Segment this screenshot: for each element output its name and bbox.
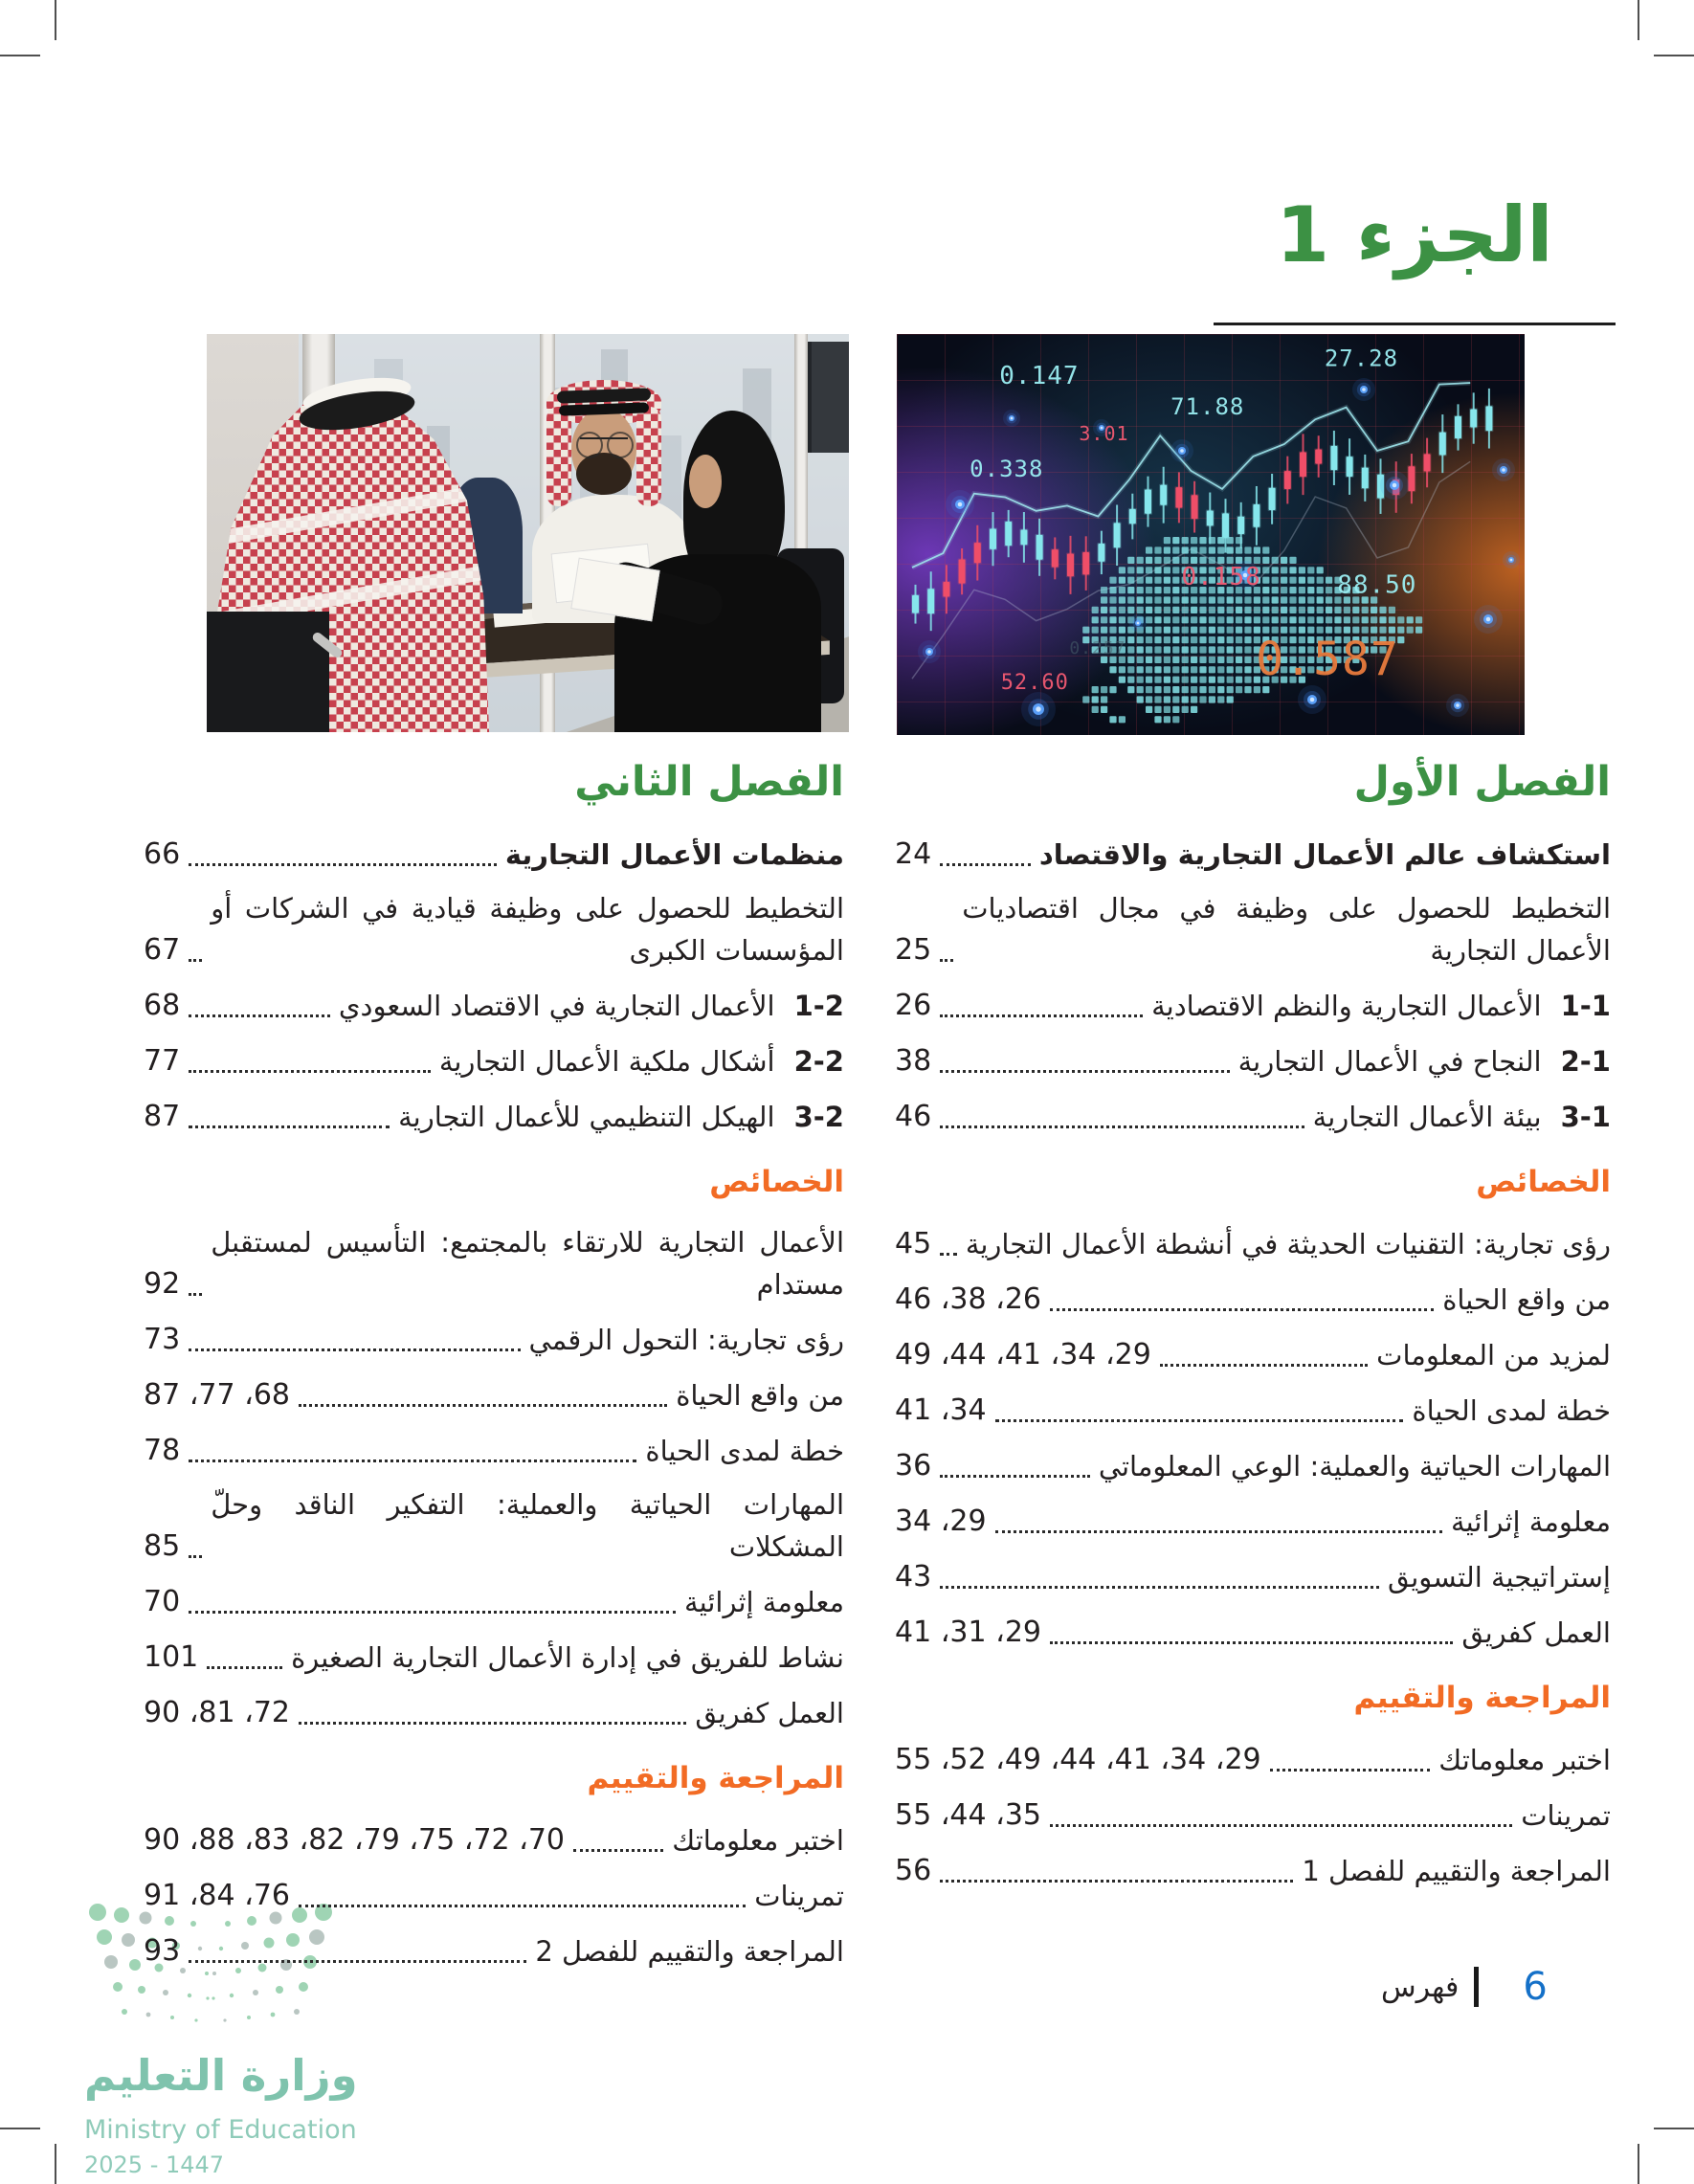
toc-page-number: 35، 44، 55 (895, 1798, 1041, 1832)
toc-entry-label: الأعمال التجارية للارتقاء بالمجتمع: التأسيس لمستقبل مستدام (211, 1226, 844, 1301)
moe-logo-dot (122, 1933, 135, 1947)
toc-entry (895, 1611, 1611, 1654)
toc-entry-number: 3-1 (1560, 1100, 1611, 1133)
toc-page-number: 67 (144, 933, 181, 967)
toc-page-number: 66 (144, 837, 181, 871)
stock-value-label: 0.587 (1256, 633, 1399, 687)
moe-logo-dot (129, 1959, 141, 1971)
toc-dot-leader (940, 1253, 957, 1256)
toc-entry-label: خطة لمدى الحياة (645, 1434, 844, 1467)
crop-mark (55, 0, 56, 40)
toc-entry (144, 1580, 844, 1623)
stock-market-graphic (897, 334, 1525, 735)
toc-dot-leader (189, 1555, 202, 1558)
toc-entry-label: تمرينات (754, 1879, 844, 1912)
toc-page-number: 77 (144, 1044, 181, 1078)
moe-logo-dot (188, 1994, 191, 1997)
toc-dot-leader (940, 1014, 1143, 1017)
toc-entry (895, 1849, 1611, 1892)
stock-value-label: 27.28 (1324, 345, 1399, 372)
toc-page-number: 93 (144, 1934, 181, 1968)
toc-entry (144, 1636, 844, 1679)
toc-entry-label: إستراتيجية التسويق (1388, 1560, 1611, 1593)
moe-logo-dot (114, 1907, 129, 1923)
toc-page-number: 85 (144, 1529, 181, 1563)
toc-page-number: 76، 84، 91 (144, 1879, 290, 1912)
stock-value-label: 88.50 (1337, 570, 1417, 600)
toc-entry-label: المراجعة والتقييم للفصل 1 (1302, 1854, 1611, 1887)
crop-mark (1638, 0, 1639, 40)
toc-page-number: 68، 77، 87 (144, 1378, 290, 1412)
toc-dot-leader (189, 1070, 431, 1073)
toc-page-number: 29، 34 (895, 1504, 987, 1538)
toc-group-header: المراجعة والتقييم (587, 1761, 844, 1795)
toc-entry (895, 1500, 1611, 1543)
toc-entry (895, 1389, 1611, 1432)
photo-woman-face (689, 455, 722, 508)
toc-entry (895, 984, 1611, 1027)
moe-logo-dot (113, 1982, 123, 1992)
toc-entry-number: 1-1 (1560, 989, 1611, 1022)
toc-entry-label: 3-1بيئة الأعمال التجارية (1312, 1100, 1611, 1133)
photo-man-center-ghutra (636, 407, 661, 506)
moe-logo-dot (223, 2018, 226, 2021)
moe-logo-dot (146, 2013, 151, 2017)
photo-man-center-beard (576, 453, 632, 495)
toc-entry (895, 1222, 1611, 1265)
toc-dot-leader (573, 1849, 663, 1852)
toc-dot-leader (299, 1905, 746, 1907)
stock-value-label: 3.01 (1079, 422, 1129, 446)
stock-value-label: 0.338 (970, 456, 1044, 483)
toc-entry-label: 1-1الأعمال التجارية والنظم الاقتصادية (1151, 989, 1611, 1022)
toc-page-number: 29، 31، 41 (895, 1616, 1041, 1649)
toc-entry (144, 1222, 844, 1305)
toc-group-header: المراجعة والتقييم (1353, 1681, 1611, 1715)
toc-dot-leader (995, 1530, 1442, 1533)
toc-dot-leader (189, 1014, 330, 1017)
toc-dot-leader (995, 1419, 1404, 1422)
toc-entry-number: 2-2 (793, 1044, 844, 1078)
toc-entry-label: التخطيط للحصول على وظيفة قيادية في الشركات أو المؤسسات الكبرى (211, 892, 844, 967)
crop-mark (1654, 2128, 1694, 2129)
business-meeting-photo (207, 334, 849, 732)
toc-entry (895, 888, 1611, 971)
moe-logo-dot (89, 1904, 106, 1921)
toc-entry-label: 2-2أشكال ملكية الأعمال التجارية (438, 1044, 844, 1078)
toc-entry (144, 1373, 844, 1416)
toc-entry-label: اختبر معلوماتك (672, 1823, 844, 1857)
moe-logo-dot (122, 2009, 127, 2015)
toc-dot-leader (189, 1125, 390, 1128)
photo-glasses (607, 432, 634, 458)
toc-dot-leader (940, 959, 953, 962)
moe-logo-dot (276, 1986, 283, 1994)
toc-dot-leader (940, 1125, 1304, 1128)
title-rule (1214, 323, 1616, 325)
page-number: 6 (1523, 1965, 1548, 2009)
toc-entry-label: المهارات الحياتية والعملية: الوعي المعلوماتي (1098, 1449, 1611, 1482)
toc-entry (144, 1818, 844, 1861)
toc-page-number: 101 (144, 1640, 199, 1674)
toc-entry (144, 1691, 844, 1734)
toc-dot-leader (940, 1475, 1090, 1478)
toc-entry-label: 2-1النجاح في الأعمال التجارية (1237, 1044, 1611, 1078)
toc-entry-number: 2-1 (1560, 1044, 1611, 1078)
toc-group-header: الخصائص (709, 1165, 844, 1199)
toc-entry-label: من واقع الحياة (1442, 1282, 1611, 1316)
toc-entry-label: معلومة إثرائية (684, 1585, 844, 1618)
stock-value-label: 0.158 (1181, 562, 1261, 591)
toc-entry-label: نشاط للفريق في إدارة الأعمال التجارية الصغيرة (291, 1640, 844, 1674)
stock-market-svg (897, 334, 1525, 735)
toc-dot-leader (189, 959, 202, 962)
toc-entry (895, 1555, 1611, 1598)
page-folio (1381, 1965, 1548, 2009)
toc-entry-number: 1-2 (793, 989, 844, 1022)
toc-entry-label: رؤى تجارية: التقنيات الحديثة في أنشطة الأعمال التجارية (965, 1227, 1611, 1260)
toc-entry (895, 1039, 1611, 1082)
moe-logo-dot (253, 1990, 258, 1995)
crop-mark (0, 2128, 40, 2129)
toc-page-number: 70 (144, 1585, 181, 1618)
ministry-name-arabic: وزارة التعليم (84, 2050, 358, 2101)
crop-mark (55, 2144, 56, 2184)
toc-entry (144, 833, 844, 876)
toc-dot-leader (189, 1611, 676, 1614)
toc-entry-label: معلومة إثرائية (1451, 1504, 1611, 1538)
toc-page-number: 68 (144, 989, 181, 1022)
crop-mark (0, 55, 40, 56)
toc-entry (895, 1095, 1611, 1138)
moe-logo-dot (194, 2018, 197, 2021)
toc-page-number: 26 (895, 989, 932, 1022)
toc-entry (895, 1278, 1611, 1321)
toc-page-number: 34، 41 (895, 1393, 987, 1427)
toc-dot-leader (189, 1960, 526, 1963)
moe-logo-dot (294, 2009, 300, 2015)
toc-entry-label: المهارات الحياتية والعملية: التفكير الناقد وحلّ المشكلات (211, 1488, 844, 1563)
toc-entry-label: من واقع الحياة (676, 1378, 844, 1412)
toc-column-chapter-2 (144, 758, 844, 1985)
chapter-title: الفصل الأول (1353, 758, 1611, 806)
moe-logo-dot (271, 2013, 276, 2017)
toc-entry (895, 1738, 1611, 1781)
index-label: فهرس (1381, 1970, 1460, 2004)
toc-entry-label: منظمات الأعمال التجارية (504, 837, 844, 871)
part-title: الجزء 1 (1276, 190, 1553, 279)
folio-divider (1474, 1967, 1479, 2007)
toc-entry (144, 1929, 844, 1972)
toc-entry-label: لمزيد من المعلومات (1376, 1338, 1611, 1371)
toc-entry (895, 1444, 1611, 1487)
stock-value-label: 52.60 (1000, 670, 1069, 695)
toc-page-number: 56 (895, 1854, 932, 1887)
toc-page-number: 45 (895, 1227, 932, 1260)
toc-page-number: 38 (895, 1044, 932, 1078)
toc-dot-leader (940, 1070, 1229, 1073)
moe-logo-dot (97, 1929, 112, 1945)
toc-entry (144, 984, 844, 1027)
stock-value-label: 0.257 (1069, 637, 1126, 658)
toc-entry-number: 3-2 (793, 1100, 844, 1133)
toc-column-chapter-1 (895, 758, 1611, 1905)
toc-entry (144, 888, 844, 971)
toc-dot-leader (1270, 1769, 1431, 1772)
crop-mark (1654, 55, 1694, 56)
toc-dot-leader (189, 1293, 202, 1296)
toc-entry-label: استكشاف عالم الأعمال التجارية والاقتصاد (1038, 837, 1611, 871)
toc-entry-label: خطة لمدى الحياة (1412, 1393, 1611, 1427)
toc-dot-leader (299, 1404, 667, 1407)
toc-entry-label: 1-2الأعمال التجارية في الاقتصاد السعودي (338, 989, 844, 1022)
edition-year: 2025 - 1447 (84, 2151, 225, 2178)
moe-logo-dot (212, 1996, 214, 1999)
toc-entry (144, 1318, 844, 1361)
toc-dot-leader (1050, 1308, 1434, 1311)
toc-page-number: 87 (144, 1100, 181, 1133)
toc-entry-label: 3-2الهيكل التنظيمي للأعمال التجارية (398, 1100, 844, 1133)
toc-entry (895, 833, 1611, 876)
toc-page-number: 29، 34، 41، 44، 49، 52، 55 (895, 1743, 1261, 1776)
toc-group-header: الخصائص (1476, 1165, 1611, 1199)
toc-dot-leader (1160, 1364, 1368, 1367)
toc-page-number: 92 (144, 1267, 181, 1301)
ministry-name-english: Ministry of Education (84, 2115, 357, 2145)
toc-dot-leader (189, 1460, 636, 1462)
moe-logo-dot (138, 1986, 145, 1994)
toc-dot-leader (1050, 1641, 1453, 1644)
photo-office-chair (207, 612, 329, 732)
chapter-title: الفصل الثاني (574, 758, 844, 806)
toc-dot-leader (940, 1880, 1293, 1883)
toc-entry-label: العمل كفريق (1461, 1616, 1611, 1649)
toc-entry-label: التخطيط للحصول على وظيفة في مجال اقتصاديات الأعمال التجارية (962, 892, 1611, 967)
toc-entry (144, 1429, 844, 1472)
moe-logo-dot (104, 1955, 118, 1969)
photo-man-center-ghutra (546, 407, 571, 506)
photo-tv-screen (808, 342, 849, 453)
stock-value-label: 0.147 (999, 361, 1080, 390)
toc-entry-label: العمل كفريق (695, 1696, 844, 1729)
toc-entry-label: تمرينات (1521, 1798, 1611, 1832)
toc-entry (144, 1484, 844, 1568)
toc-entry (895, 1333, 1611, 1376)
moe-logo-dot (206, 1996, 209, 1999)
toc-page-number: 73 (144, 1323, 181, 1356)
toc-page-number: 29، 34، 41، 44، 49 (895, 1338, 1151, 1371)
toc-dot-leader (940, 1586, 1379, 1589)
crop-mark (1638, 2144, 1639, 2184)
moe-logo-dot (163, 1990, 168, 1995)
moe-logo-dot (247, 2016, 251, 2019)
moe-logo-dot (230, 1994, 234, 1997)
toc-page-number: 24 (895, 837, 932, 871)
toc-dot-leader (207, 1666, 282, 1669)
toc-page-number: 72، 81، 90 (144, 1696, 290, 1729)
toc-page-number: 46 (895, 1100, 932, 1133)
toc-page-number: 43 (895, 1560, 932, 1593)
toc-page-number: 70، 72، 75، 79، 82، 83، 88، 90 (144, 1823, 566, 1857)
toc-entry-label: اختبر معلوماتك (1438, 1743, 1611, 1776)
photo-glasses (576, 432, 603, 458)
toc-entry (144, 1039, 844, 1082)
toc-page-number: 25 (895, 933, 932, 967)
toc-dot-leader (299, 1722, 686, 1725)
toc-dot-leader (1050, 1824, 1512, 1827)
toc-entry (144, 1095, 844, 1138)
toc-page-number: 36 (895, 1449, 932, 1482)
toc-dot-leader (940, 863, 1031, 866)
toc-dot-leader (189, 863, 497, 866)
toc-entry-label: المراجعة والتقييم للفصل 2 (535, 1934, 844, 1968)
stock-value-label: 71.88 (1170, 392, 1245, 420)
toc-entry (895, 1794, 1611, 1837)
toc-dot-leader (189, 1348, 520, 1351)
moe-logo-dot (170, 2016, 174, 2019)
toc-entry (144, 1874, 844, 1917)
toc-entry-label: رؤى تجارية: التحول الرقمي (528, 1323, 844, 1356)
toc-page-number: 26، 38، 46 (895, 1282, 1041, 1316)
toc-page-number: 78 (144, 1434, 181, 1467)
